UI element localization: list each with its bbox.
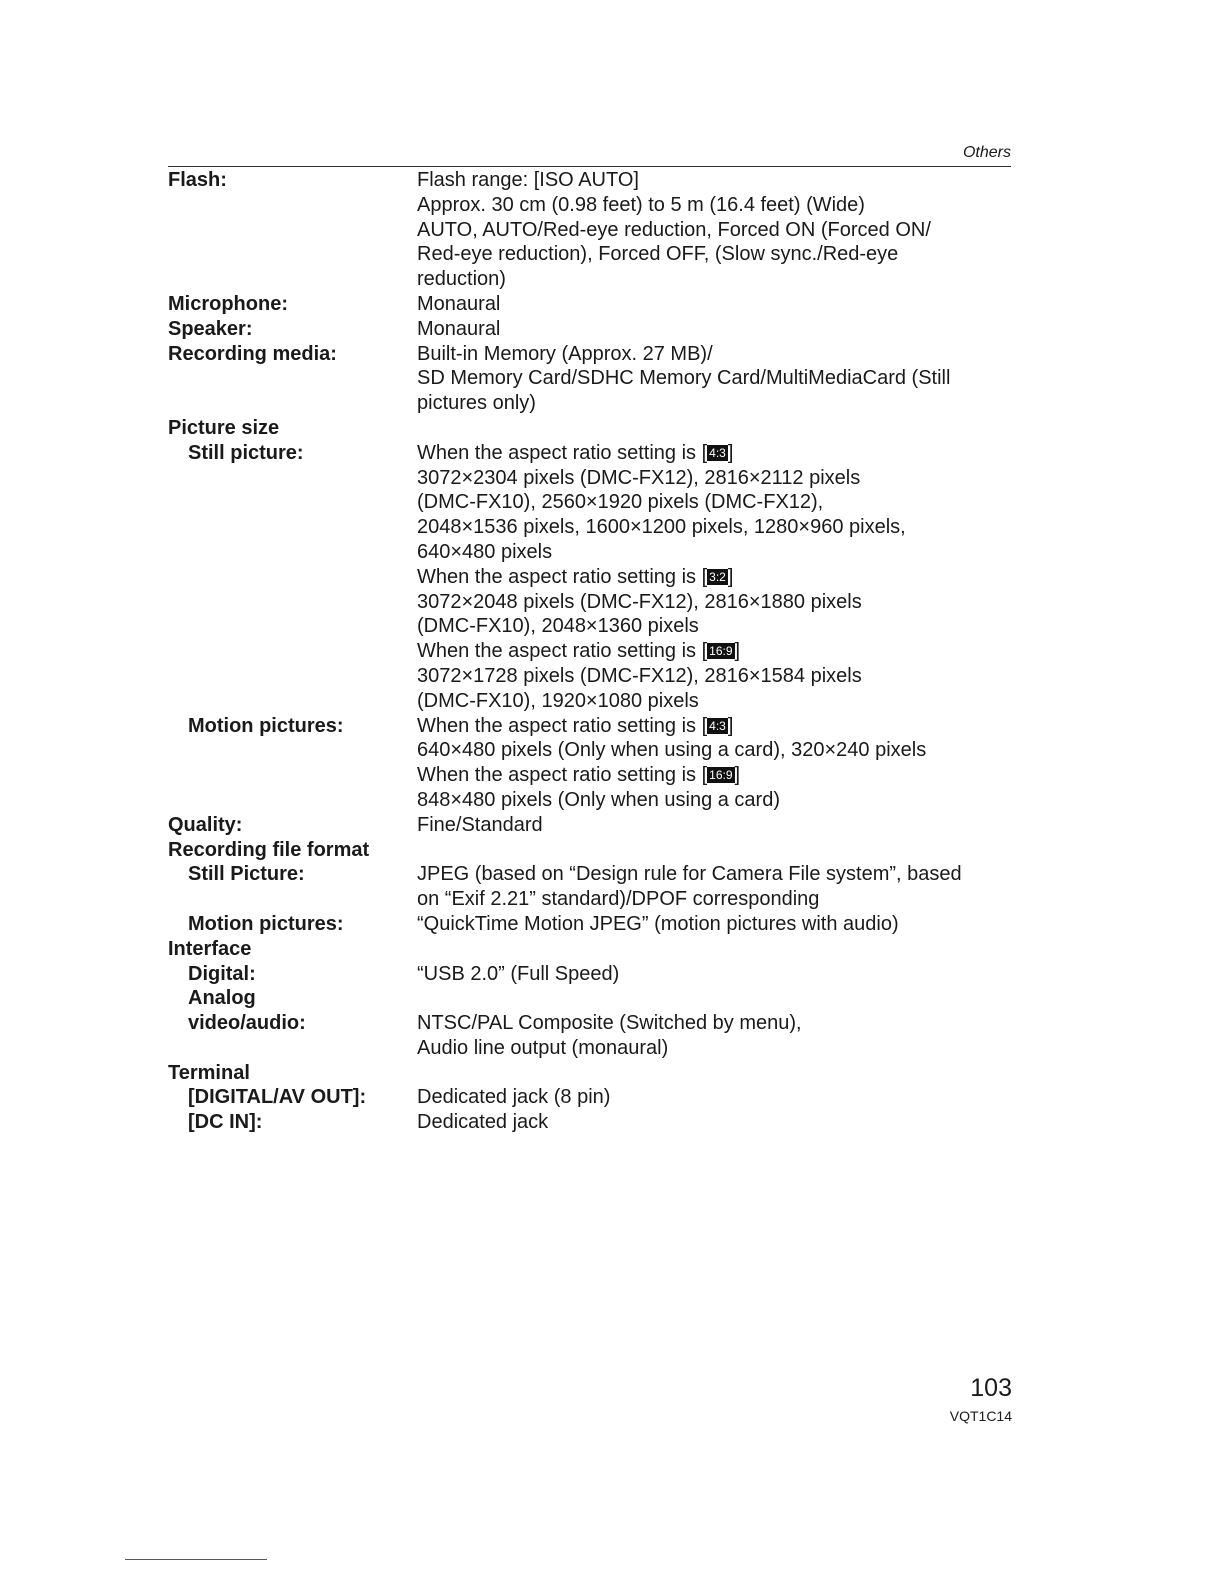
section-label: Others [962,144,1011,161]
media-cards-2: pictures only) [417,392,536,415]
spec-label-microphone: Microphone: [168,292,288,315]
flash-modes-3: reduction) [417,268,506,291]
flash-distance: Approx. 30 cm (0.98 feet) to 5 m (16.4 feet) (Wide) [417,193,865,216]
still-169-line-1: 3072×1728 pixels (DMC-FX12), 2816×1584 pixels [417,664,862,687]
still-169-line-2: (DMC-FX10), 1920×1080 pixels [417,689,699,712]
aspect-line-43: When the aspect ratio setting is [ 4:3 ] [417,441,734,464]
flash-modes-2: Red-eye reduction), Forced OFF, (Slow sync./Red-eye [417,243,899,266]
spec-row-quality [168,813,1011,838]
spec-row-digital [168,962,1011,987]
spec-label-interface: Interface [168,937,252,960]
spec-label-dc-in: [DC IN]: [188,1111,263,1134]
media-builtin: Built-in Memory (Approx. 27 MB)/ [417,342,713,365]
spec-label-media: Recording media: [168,342,337,365]
spec-row-media [168,342,1011,416]
format-motion-value: “QuickTime Motion JPEG” (motion pictures with audio) [417,912,899,935]
spec-row-terminal [168,1061,1011,1086]
analog-line-2: Audio line output (monaural) [417,1036,669,1059]
aspect-line-169: When the aspect ratio setting is [ 16:9 ] [417,640,741,663]
aspect-43-icon: 4:3 [709,718,726,733]
analog-label-line-2: video/audio: [188,1012,306,1035]
spec-row-dc-in [168,1110,1011,1135]
spec-label-speaker: Speaker: [168,317,253,340]
spec-label-analog [168,986,417,1060]
aspect-169-icon: 16:9 [709,768,733,783]
av-out-value: Dedicated jack (8 pin) [417,1086,611,1109]
flash-range: Flash range: [ISO AUTO] [417,169,639,191]
spec-row-interface [168,937,1011,962]
spec-label-motion-pictures: Motion pictures: [188,714,344,737]
spec-label-terminal: Terminal [168,1061,250,1084]
spec-row-analog [168,986,1011,1060]
digital-value: “USB 2.0” (Full Speed) [417,962,620,985]
spec-label-digital: Digital: [188,962,256,985]
doc-code: VQT1C14 [949,1408,1012,1424]
spec-row-picture-size [168,416,1011,441]
flash-modes-1: AUTO, AUTO/Red-eye reduction, Forced ON (Forced ON/ [417,218,931,241]
spec-label-quality: Quality: [168,813,243,836]
aspect-169-icon: 16:9 [709,644,733,659]
motion-aspect-line-43: When the aspect ratio setting is [ 4:3 ] [417,714,734,737]
spec-label-av-out: [DIGITAL/AV OUT]: [188,1086,367,1109]
format-still-line-2: on “Exif 2.21” standard)/DPOF corresponding [417,888,820,911]
spec-row-motion-pictures [168,714,1011,813]
spec-row-file-format [168,838,1011,863]
spec-row-format-motion [168,912,1011,937]
format-still-line-1: JPEG (based on “Design rule for Camera File system”, based [417,863,962,886]
still-32-line-2: (DMC-FX10), 2048×1360 pixels [417,615,699,638]
dc-in-value: Dedicated jack [417,1111,549,1134]
spec-row-av-out [168,1085,1011,1110]
spec-label-picture-size: Picture size [168,416,280,439]
aspect-43-icon: 4:3 [709,445,726,460]
motion-43-line-1: 640×480 pixels (Only when using a card), 320×240 pixels [417,739,927,762]
spec-label-file-format: Recording file format [168,838,370,861]
aspect-line-32: When the aspect ratio setting is [ 3:2 ] [417,565,734,588]
spec-value-microphone: Monaural [417,292,501,315]
still-43-line-1: 3072×2304 pixels (DMC-FX12), 2816×2112 pixels [417,466,861,489]
still-32-line-1: 3072×2048 pixels (DMC-FX12), 2816×1880 pixels [417,590,862,613]
still-43-line-4: 640×480 pixels [417,540,553,563]
spec-label-format-motion: Motion pictures: [188,912,344,935]
spec-row-flash [168,168,1011,292]
spec-value-flash [417,168,1011,292]
analog-line-1: NTSC/PAL Composite (Switched by menu), [417,1012,802,1035]
spec-label-still-picture: Still picture: [188,441,304,464]
spec-label-format-still: Still Picture: [188,863,305,886]
spec-value-quality: Fine/Standard [417,813,543,836]
spec-row-speaker [168,317,1011,342]
header-rule [168,166,1011,167]
spec-list [168,168,1011,1135]
motion-169-line-1: 848×480 pixels (Only when using a card) [417,788,780,811]
motion-aspect-line-169: When the aspect ratio setting is [ 16:9 ] [417,764,741,787]
media-cards-1: SD Memory Card/SDHC Memory Card/MultiMediaCard (Still [417,367,951,390]
aspect-32-icon: 3:2 [709,569,726,584]
page-number: 103 [970,1374,1012,1402]
spec-row-format-still [168,862,1011,912]
spec-value-speaker: Monaural [417,317,501,340]
still-43-line-2: (DMC-FX10), 2560×1920 pixels (DMC-FX12), [417,491,824,514]
spec-row-still-picture [168,441,1011,714]
analog-label-line-1: Analog [188,987,256,1010]
bottom-link-line [125,1559,267,1560]
spec-row-microphone [168,292,1011,317]
spec-label-flash: Flash: [168,169,227,191]
still-43-line-3: 2048×1536 pixels, 1600×1200 pixels, 1280×960 pixels, [417,516,906,539]
